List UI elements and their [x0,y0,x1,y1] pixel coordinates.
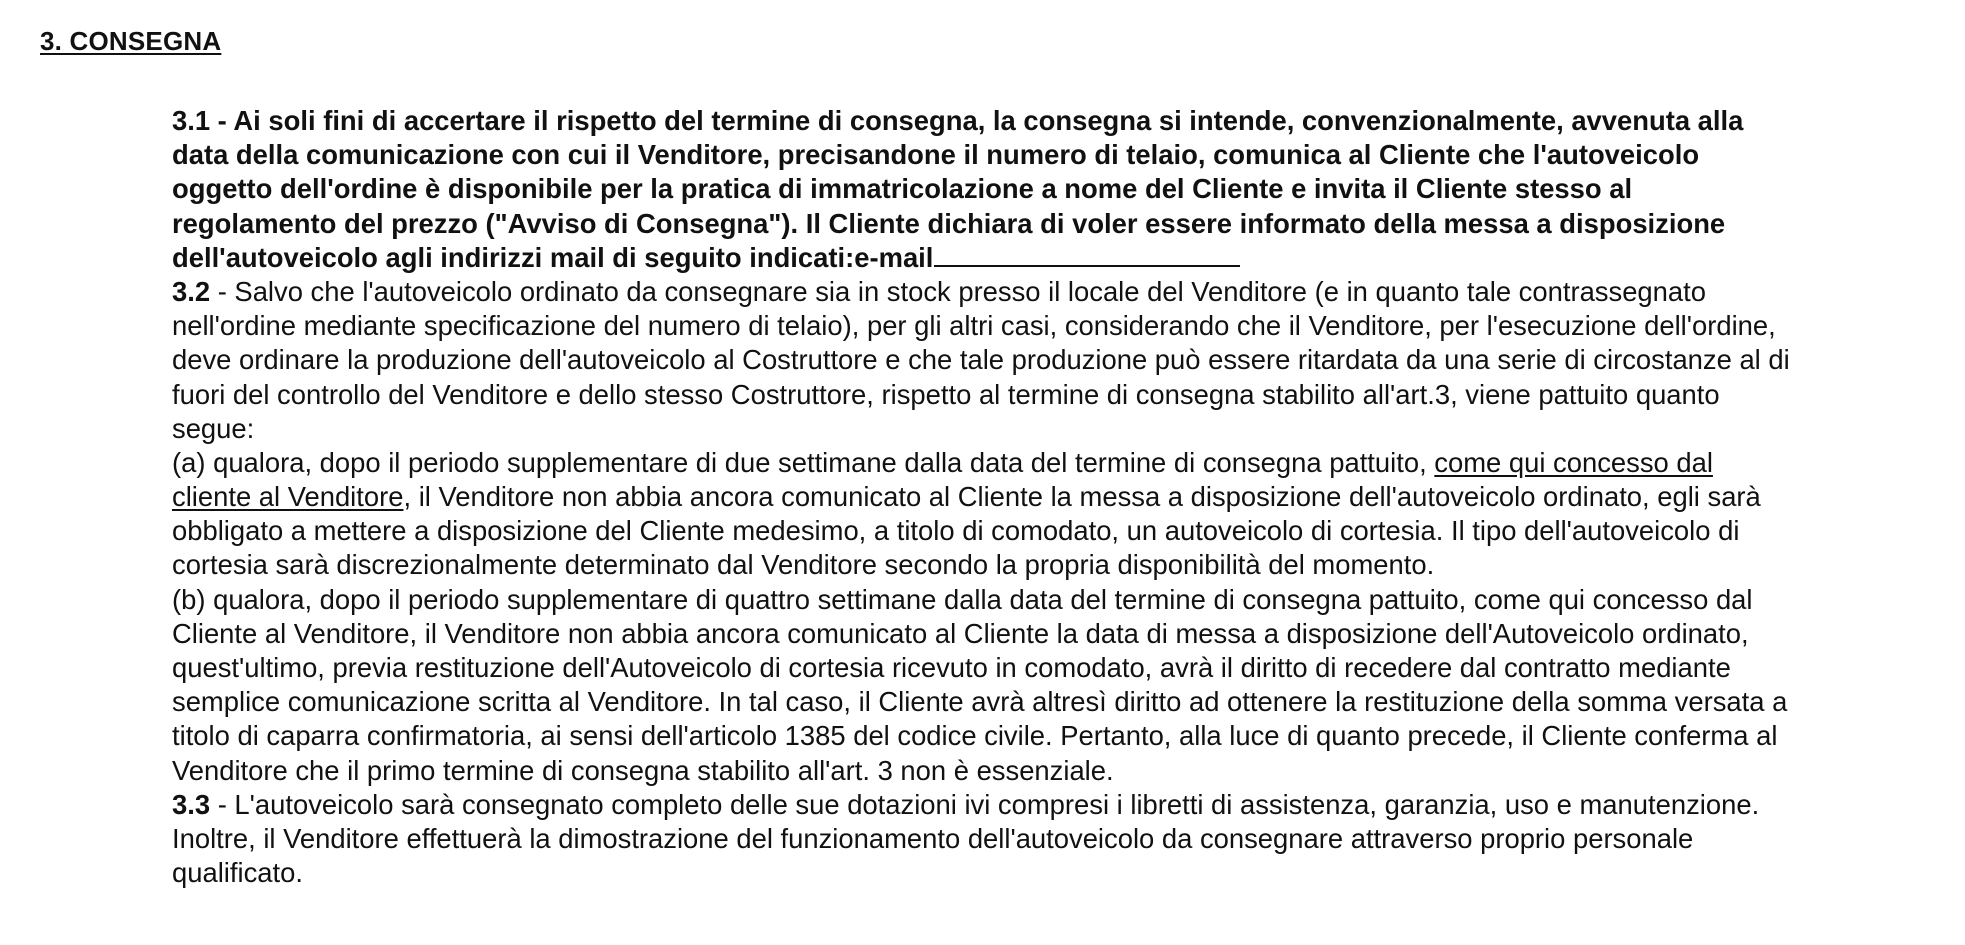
email-blank-field[interactable] [934,243,1240,267]
para-3-2-line: fuori del controllo del Venditore e dello stesso Costruttore, rispetto al termine di consegna stabilito all'art.3, viene pattuito quanto [172,378,1720,410]
para-3-2-line: segue: [172,412,255,444]
clause-b-line: titolo di caparra confirmatoria, ai sensi dell'articolo 1385 del codice civile. Pertanto, alla luce di quanto precede, il Cliente conferma al [172,720,1778,752]
clause-b-line: semplice comunicazione scritta al Venditore. In tal caso, il Cliente avrà altresì diritto ad ottenere la restituzione della somma versata a [172,686,1788,718]
para-3-2-line: deve ordinare la produzione dell'autoveicolo al Costruttore e che tale produzione può essere ritardata da una serie di circostanze al di [172,344,1790,376]
para-3-1-line: regolamento del prezzo ("Avviso di Consegna"). Il Cliente dichiara di voler essere informato della messa a disposizione [172,207,1726,239]
clause-a-line: obbligato a mettere a disposizione del Cliente medesimo, a titolo di comodato, un autoveicolo di cortesia. Il tipo dell'autoveicolo di [172,515,1740,547]
clause-a-underlined: cliente al Venditore [172,481,404,513]
para-3-3-line [172,788,1932,822]
para-3-1-line: 3.1 - Ai soli fini di accertare il rispetto del termine di consegna, la consegna si intende, convenzionalmente, avvenuta alla [172,105,1744,136]
para-3-2-line [172,275,1932,309]
para-3-1-line: data della comunicazione con cui il Venditore, precisandone il numero di telaio, comunica al Cliente che l'autoveicolo [172,139,1700,171]
para-3-1-line: oggetto dell'ordine è disponibile per la pratica di immatricolazione a nome del Cliente e invita il Cliente stesso al [172,173,1633,205]
clause-a-line [172,446,1932,480]
para-3-2-text: - Salvo che l'autoveicolo ordinato da consegnare sia in stock presso il locale del Venditore (e in quanto tale contrassegnato [210,275,1706,307]
para-3-2-line: nell'ordine mediante specificazione del numero di telaio), per gli altri casi, considerando che il Venditore, per l'esecuzione dell'ordine, [172,310,1776,342]
para-3-1-line [172,241,1932,275]
clause-b-line: Cliente al Venditore, il Venditore non abbia ancora comunicato al Cliente la data di messa a disposizione dell'Autoveicolo ordinato, [172,617,1749,649]
clause-a-line [172,480,1932,514]
para-3-3-number: 3.3 [172,788,211,820]
section-body [172,104,1932,890]
para-3-2-number: 3.2 [172,275,211,307]
clause-a-text: (a) qualora, dopo il periodo supplementare di due settimane dalla data del termine di consegna pattuito, [172,446,1435,478]
clause-a-text: , il Venditore non abbia ancora comunicato al Cliente la messa a disposizione dell'autoveicolo ordinato, egli sarà [403,481,1761,513]
para-3-3-text: - L'autoveicolo sarà consegnato completo delle sue dotazioni ivi compresi i libretti di assistenza, garanzia, uso e manutenzione. [210,788,1760,820]
clause-a-underlined: come qui concesso dal [1434,446,1713,478]
clause-b-line: Venditore che il primo termine di consegna stabilito all'art. 3 non è essenziale. [172,754,1114,786]
clause-a-line: cortesia sarà discrezionalmente determinato dal Venditore secondo la propria disponibilità del momento. [172,549,1435,581]
section-heading: 3. CONSEGNA [40,26,222,56]
para-3-3-line: qualificato. [172,857,303,889]
clause-b-line: (b) qualora, dopo il periodo supplementare di quattro settimane dalla data del termine di consegna pattuito, come qui concesso dal [172,583,1753,615]
email-label: dell'autoveicolo agli indirizzi mail di seguito indicati:e-mail [172,241,934,273]
para-3-3-line: Inoltre, il Venditore effettuerà la dimostrazione del funzionamento dell'autoveicolo da consegnare attraverso proprio personale [172,822,1694,854]
clause-b-line: quest'ultimo, previa restituzione dell'Autoveicolo di cortesia ricevuto in comodato, avrà il diritto di recedere dal contratto mediante [172,652,1731,683]
